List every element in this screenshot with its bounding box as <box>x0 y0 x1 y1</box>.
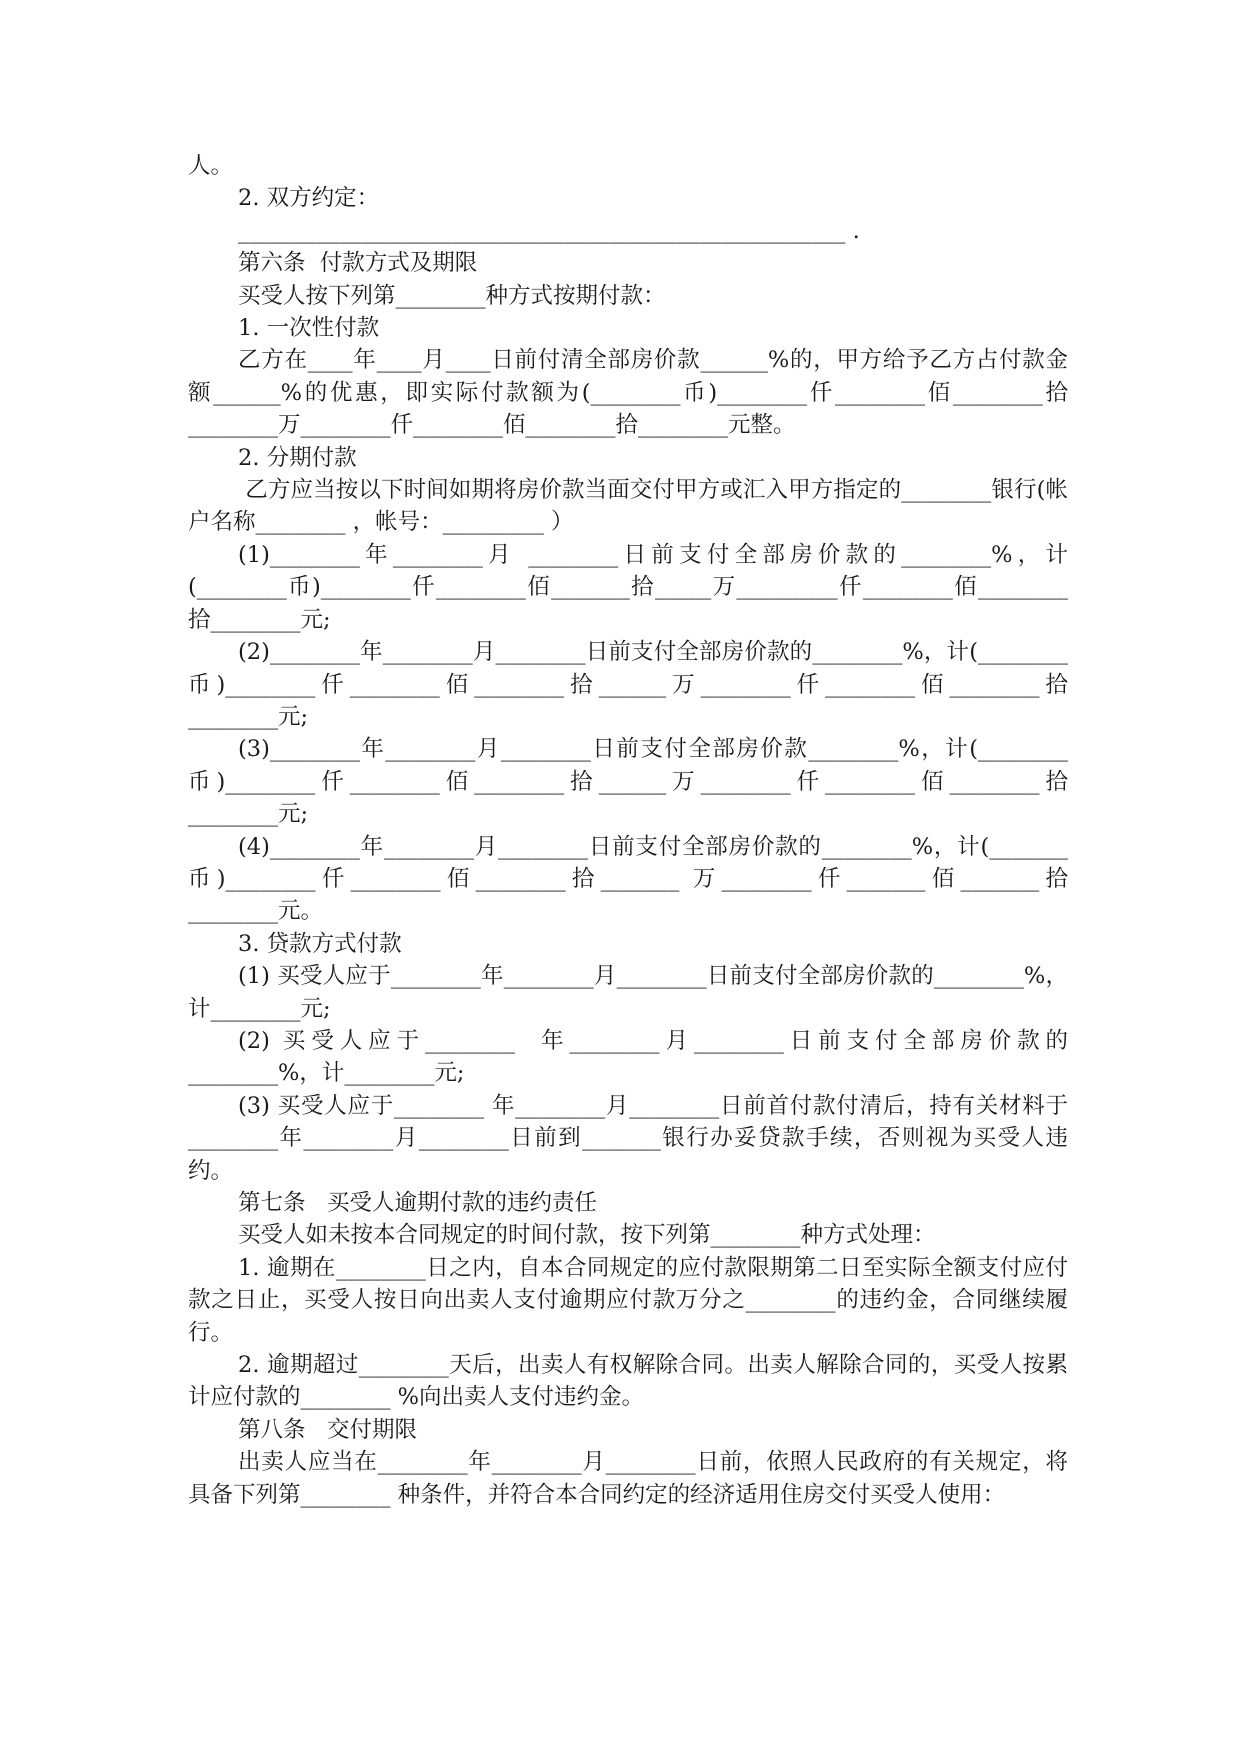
paragraph: (1) 买受人应于________年________月________日前支付全部房价款的________%，计________元; <box>188 963 1068 1022</box>
paragraph: 1. 一次性付款 <box>238 315 380 342</box>
paragraph: (2) 买受人应于________ 年________月________日前支付全部房价款的________%，计________元; <box>188 1027 1068 1087</box>
paragraph: ______________________________________________________ . <box>238 217 860 244</box>
paragraph: 1. 逾期在________日之内，自本合同规定的应付款限期第二日至实际全额支付应付款之日止，买受人按日向出卖人支付逾期应付款万分之________的违约金，合同继续履行。 <box>188 1254 1068 1346</box>
paragraph: 人。 <box>188 153 234 179</box>
document-body <box>188 150 1068 1511</box>
paragraph: 3. 贷款方式付款 <box>238 930 402 957</box>
paragraph: 出卖人应当在________年________月________日前，依照人民政府的有关规定，将具备下列第________ 种条件，并符合本合同约定的经济适用住房交付买受人使用： <box>188 1449 1068 1508</box>
paragraph: 第八条 交付期限 <box>238 1416 417 1443</box>
paragraph: 乙方在____年____月____日前付清全部房价款______%的，甲方给予乙方占付款金额______%的优惠，即实际付款额为(________币)________仟________佰________拾________万________仟________佰________拾________元整。 <box>188 347 1068 439</box>
paragraph: 2. 双方约定： <box>238 185 380 212</box>
paragraph: (1)________年________月 ________日前支付全部房价款的________%，计(________币)________仟________佰_______拾_____万_________仟________佰________拾________元; <box>188 541 1068 633</box>
paragraph: 买受人如未按本合同规定的时间付款，按下列第________种方式处理： <box>238 1222 936 1249</box>
paragraph: 第六条 付款方式及期限 <box>238 250 478 277</box>
paragraph: 乙方应当按以下时间如期将房价款当面交付甲方或汇入甲方指定的________银行(帐户名称________ ，帐号：_________ ） <box>188 477 1069 536</box>
paragraph: (4)________年________月________日前支付全部房价款的________%，计(_______币)________仟________佰________拾_______ 万________仟_______佰_______拾________元。 <box>188 833 1068 925</box>
paragraph: (3) 买受人应于________ 年________月________日前首付款付清后，持有关材料于________年________月________日前到_______银行办妥贷款手续，否则视为买受人违约。 <box>188 1092 1068 1184</box>
paragraph: (2)________年________月________日前支付全部房价款的________%，计(________币)________仟________佰________拾______万________仟________佰________拾________元; <box>188 639 1068 730</box>
paragraph: (3)________年________月________日前支付全部房价款________%，计(________币)________仟________佰________拾______万________仟________佰________拾________元; <box>188 736 1068 828</box>
paragraph: 买受人按下列第________种方式按期付款： <box>238 282 666 309</box>
paragraph: 第七条 买受人逾期付款的违约责任 <box>238 1190 597 1216</box>
paragraph: 2. 逾期超过________天后，出卖人有权解除合同。出卖人解除合同的，买受人按累计应付款的________ %向出卖人支付违约金。 <box>188 1352 1068 1411</box>
paragraph: 2. 分期付款 <box>238 444 357 471</box>
